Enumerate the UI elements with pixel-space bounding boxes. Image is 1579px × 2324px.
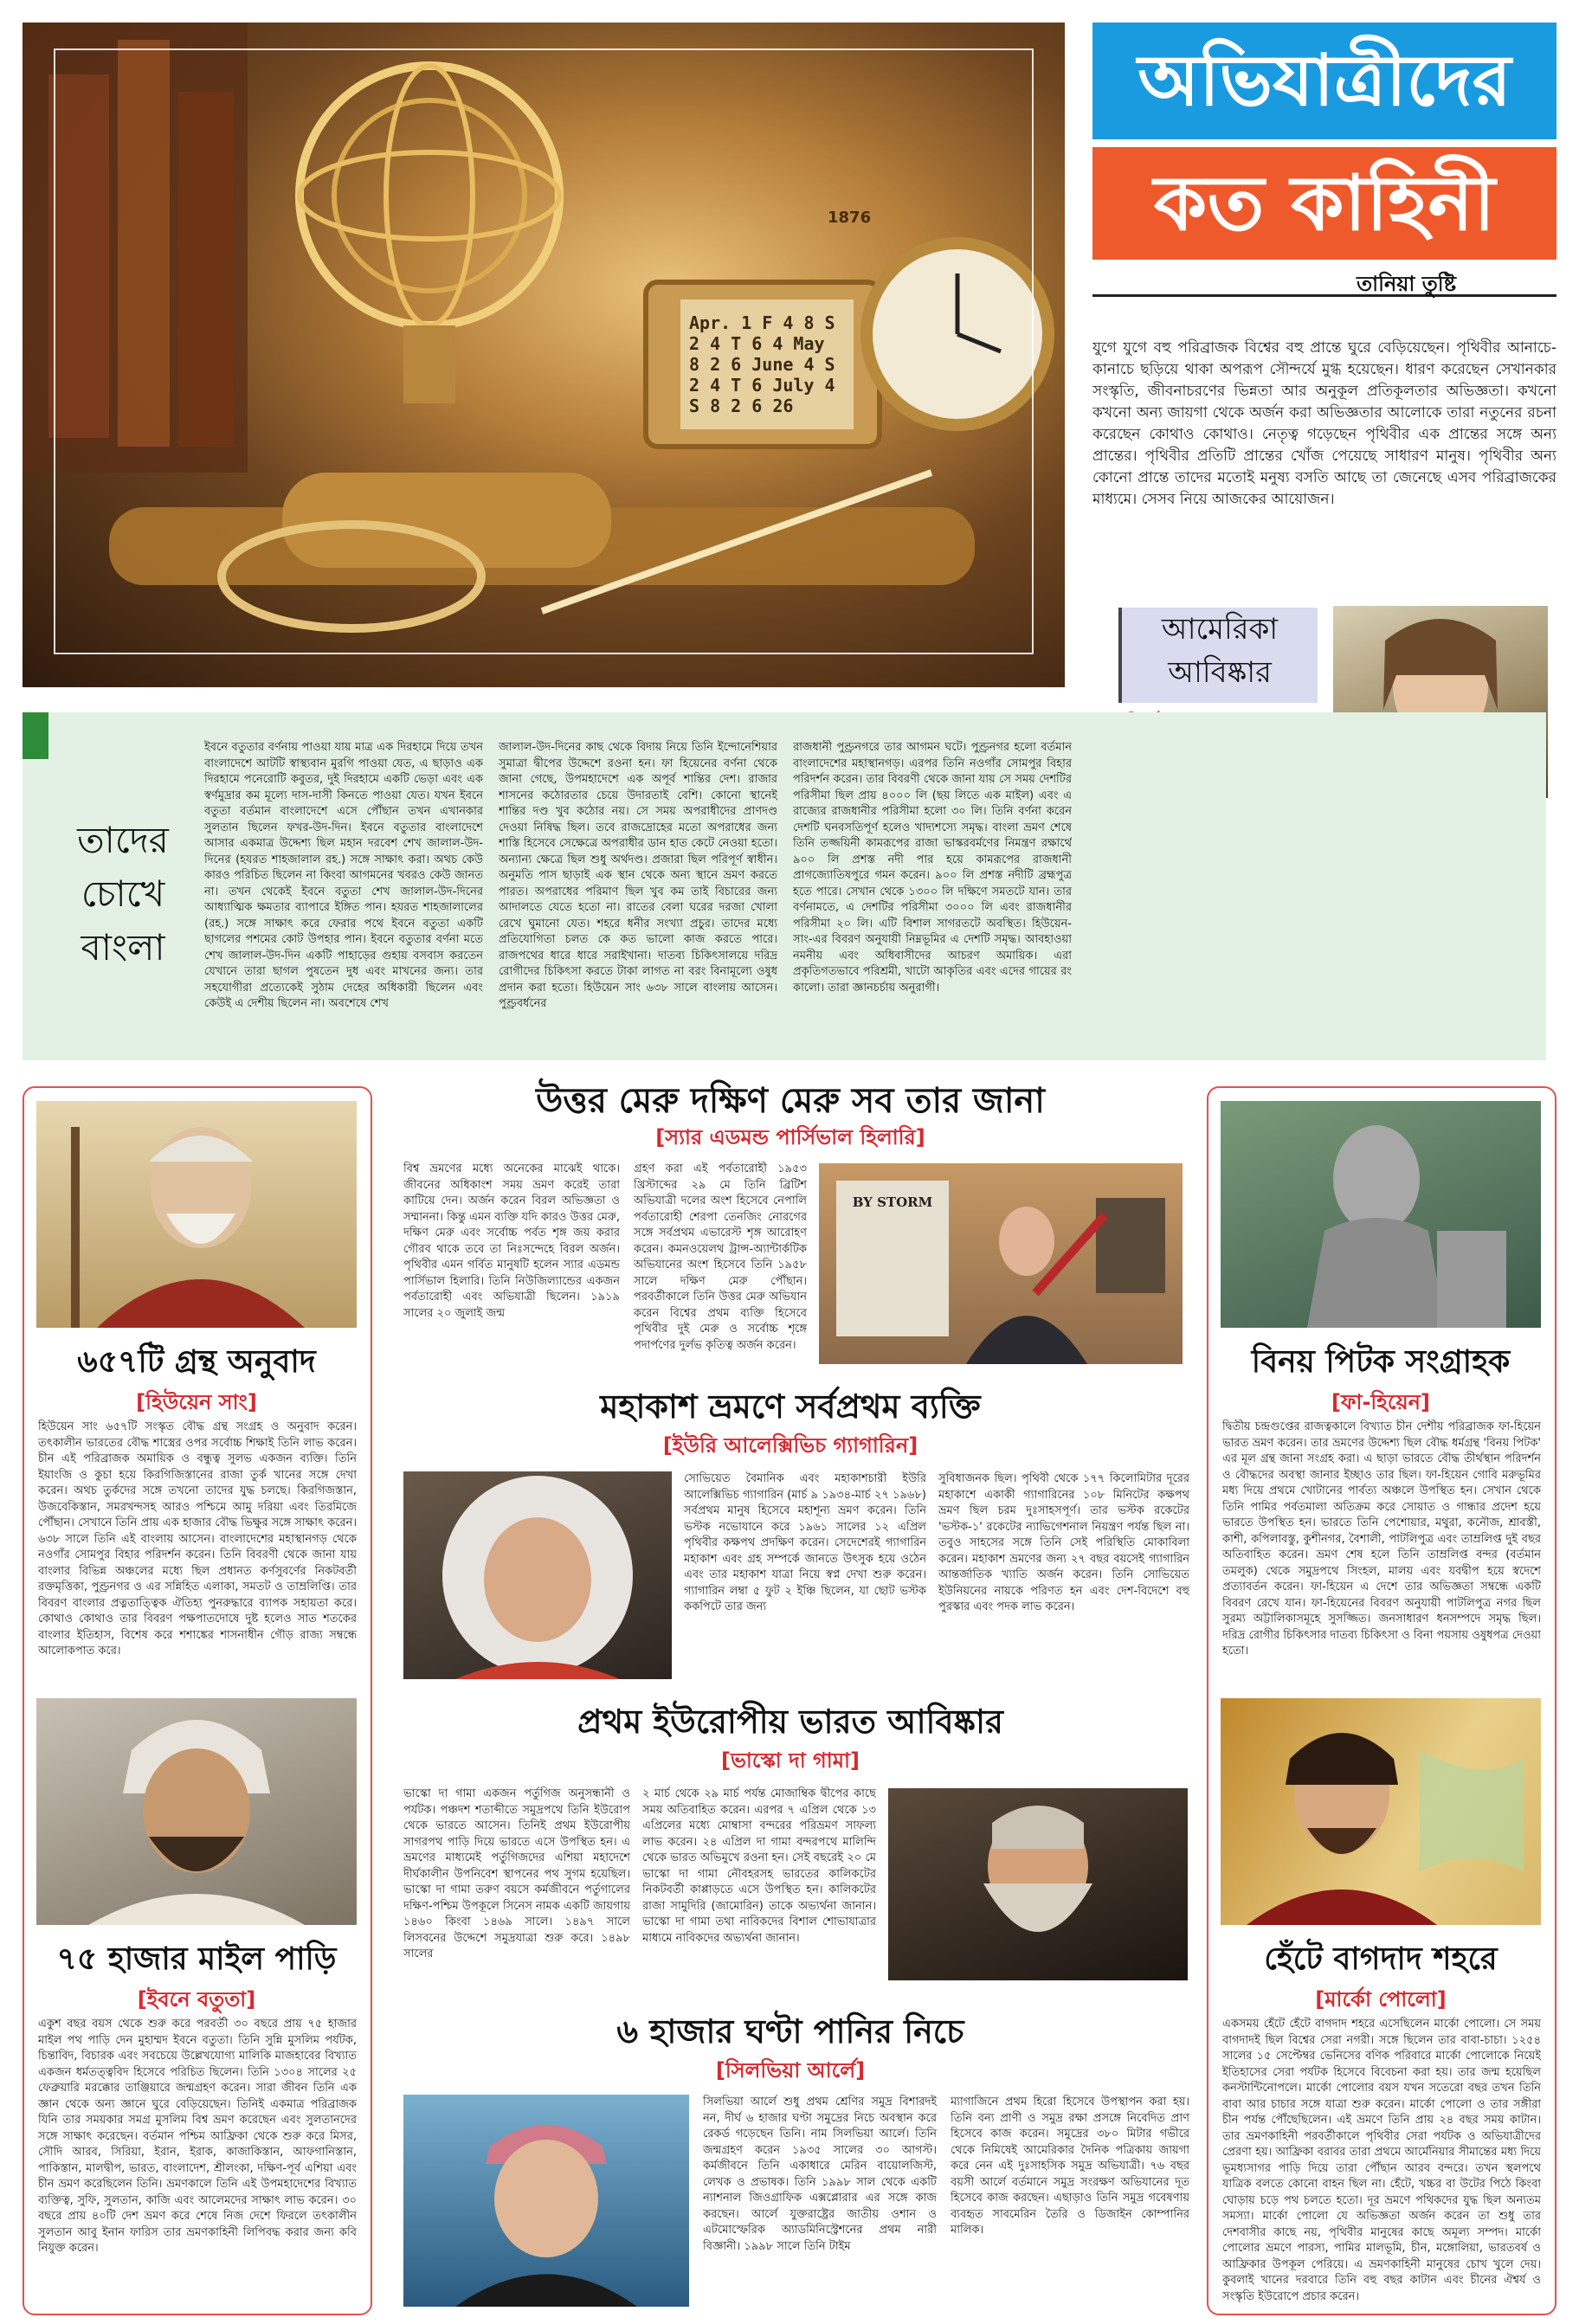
batuta-body: একুশ বছর বয়স থেকে শুরু করে পরবর্তী ৩০ বছরে প্রায় ৭৫ হাজার মাইল পথ পাড়ি দেন মুহাম্মদ ইবনে বতুতা। তিনি সুন্নি মুসলিম পর্যটক, চিন্তাবিদ, বিচারক এবং সবচেয়ে উল্লেখযোগ্য মালিকি মাজহাবের বিখ্যাত একজন ধর্মতত্ত্ববিদ হিসেবে পরিচিত ছিলেন। তিনি ১৩০৪ সালের ২৫ ফেব্রুয়ারি মরক্কোর তাঞ্জিয়ারে জন্মগ্রহণ করেন। সারা জীবন তিনি এক জ্ঞান থেকে অন্য জ্ঞানে ঘুরে বেড়িয়েছেন। তিনিই একমাত্র পরিব্রাজক যিনি তার সময়কার সমগ্র মুসলিম বিশ্ব ভ্রমণ করেছেন এবং সুলতানদের সঙ্গে সাক্ষাৎ করেছেন। বর্তমান পশ্চিম আফ্রিকা থেকে শুরু করে মিসর, সৌদি আরব, সিরিয়া, ইরান, ইরাক, কাজাকিস্তান, আফগানিস্তান, পাকিস্তান, মালদ্বীপ, ভারত, বাংলাদেশ, শ্রীলংকা, দক্ষিণ-পূর্ব এশিয়া এবং চীন ভ্রমণ করেছিলেন তিনি। ভ্রমণকালে তিনি এই উপমহাদেশের বিখ্যাত ব্যক্তিত্ব, সুফি, সুলতান, কাজি এবং আলেমদের সাক্ষাৎ লাভ করেন। ৩০ বছরে প্রায় ৪০টি দেশ ভ্রমণ করে শেষে নিজ দেশে ফিরলে তৎকালীন সুলতান আবু ইনান ফারিস তার ভ্রমণকাহিনী লিপিবদ্ধ করার জন্য কবি নিযুক্ত করেন। bbox=[38, 2018, 357, 2255]
hillary-title: উত্তর মেরু দক্ষিণ মেরু সব তার জানা bbox=[536, 1081, 1045, 1121]
gagarin-col2: সুবিধাজনক ছিল। পৃথিবী থেকে ১৭৭ কিলোমিটার দূরের মহাকাশে একাকী গ্যাগারিনের ১০৮ মিনিটের কক্ষপথ ভ্রমণ ছিল চরম দুঃসাহসপূর্ণ। তার ভস্টক রকেটের 'ভস্টক-১' রকেটের ন্যাভিগেশনাল নিয়ন্ত্রণ পর্যন্ত ছিল না। তবুও সাহসের সঙ্গে তিনি সেই পরিস্থিতি মোকাবিলা করেন। মহাকাশ ভ্রমণের জন্য ২৭ বছর বয়সেই গ্যাগারিন আন্তর্জাতিক খ্যাতি অর্জন করেন। তিনি সোভিয়েত ইউনিয়নের নায়কে পরিণত হন এবং দেশ-বিদেশে বহু পুরস্কার এবং পদক লাভ করেন। bbox=[938, 1472, 1189, 1613]
fahien-subtitle: [ফা-হিয়েন] bbox=[1331, 1390, 1430, 1414]
america-title-line1: আমেরিকা bbox=[1161, 612, 1279, 647]
hillary-photo bbox=[819, 1163, 1183, 1364]
headline-line1: অভিযাত্রীদের bbox=[1092, 23, 1556, 139]
sylvia-title: ৬ হাজার ঘণ্টা পানির নিচে bbox=[616, 2012, 964, 2050]
headline-line2: কত কাহিনী bbox=[1092, 147, 1556, 260]
gagarin-title: মহাকাশ ভ্রমণে সর্বপ্রথম ব্যক্তি bbox=[600, 1387, 981, 1426]
ibn-battuta-portrait bbox=[36, 1698, 357, 1925]
hiuen-tsang-portrait bbox=[36, 1101, 357, 1328]
vasco-da-gama-portrait bbox=[888, 1788, 1188, 1980]
marco-polo-portrait-map bbox=[1221, 1698, 1541, 1925]
bangla-col2: জালাল-উদ-দিনের কাছ থেকে বিদায় নিয়ে তিনি ইন্দোনেশিয়ার সুমাত্রা দ্বীপের উদ্দেশে রওনা হন। ফা হিয়েনের বর্ণনা থেকে জানা গেছে, উপমহাদেশে এক অপূর্ব শান্তির দেশ। রাজার শাসনের কঠোরতার চেয়ে উদারতাই বেশি। কোনো স্থানেই শান্তির দণ্ড খুব কঠোর নয়। সে সময় অপরাধীদের প্রাণদণ্ড দেওয়া নিষিদ্ধ ছিল। তবে রাজদ্রোহের মতো অপরাধের জন্য শাস্তি হিসেবে সেক্ষেত্রে অপরাধীর ডান হাত কেটে নেওয়া হতো। অন্যান্য ক্ষেত্রে ছিল শুধু অর্থদণ্ড। প্রজারা ছিল পরিপূর্ণ স্বাধীন। অনুমতি পাস ছাড়াই এক স্থান থেকে অন্য স্থানে ভ্রমণ করতে পারত। অপরাধের পরিমাণ ছিল খুব কম তাই বিচারের জন্য আদালতে যেতে হতো না। রাতের বেলা ঘরের দরজা খোলা রেখে ঘুমানো যেত। শহরে ধনীর সংখ্যা প্রচুর। তাদের মধ্যে প্রতিযোগিতা চলত কে কত ভালো কাজ করতে পারে। রাজপথের ধারে ধারে সরাইখানা। দাতব্য চিকিৎসালয়ে দরিদ্র রোগীদের চিকিৎসা করতে টাকা লাগত না বরং বিনামূল্যে ওষুধ প্রদান করা হতো। হিউয়েন সাং ৬৩৮ সালে বাংলায় আসেন। পুণ্ড্রবর্ধনের bbox=[499, 741, 777, 1010]
america-title-box bbox=[1118, 608, 1318, 703]
hillary-col2: গ্রহণ করা এই পর্বতারোহী ১৯৫৩ খ্রিস্টাব্দের ২৯ মে তিনি ব্রিটিশ অভিযাত্রী দলের অংশ হিসেবে নেপালি পর্বতারোহী শেরপা তেনজিং নোরগের সঙ্গে সর্বপ্রথম এভারেস্ট শৃঙ্গ আরোহণ করেন। কমনওয়েলথ ট্রান্স-অ্যান্টার্কটিক অভিযানের অংশ হিসেবে তিনি ১৯৫৮ সালে দক্ষিণ মেরু পৌঁছান। পরবর্তীকালে তিনি উত্তর মেরু অভিযান করেন বিশ্বের প্রথম ব্যক্তি হিসেবে পৃথিবীর দুই মেরু ও সর্বোচ্চ শৃঙ্গে পদার্পণের দুর্লভ কৃতিত্ব অর্জন করেন। bbox=[634, 1162, 807, 1352]
sylvia-subtitle: [সিলভিয়া আর্লে] bbox=[715, 2058, 866, 2083]
bangla-col1: ইবনে বতুতার বর্ণনায় পাওয়া যায় মাত্র এক দিরহামে দিয়ে তখন বাংলাদেশে আটটি স্বাস্থ্যবান মুরগি পাওয়া যেত, এ ছাড়াও এক দিরহামে পনেরোটি কবুতর, দুই দিরহামে একটি ভেড়া এবং এক স্বর্ণমুদ্রার কম মূল্যে দাস-দাসী কিনতে পাওয়া যেত। যখন ইবনে বতুতা বর্তমান বাংলাদেশে এসে পৌঁছান তখন এখানকার সুলতান ছিলেন ফখর-উদ-দিন। ইবনে বতুতার বাংলাদেশে আসার একমাত্র উদ্দেশ্য ছিল মহান দরবেশ শেখ জালাল-উদ-দিনের (হযরত শাহজালাল রহ.) সঙ্গে সাক্ষাৎ করা। অথচ কেউ কারও পরিচিত ছিলেন না কিংবা আগমনের খবরও কেউ জানত না। তখন থেকেই ইবনে বতুতা শেখ জালাল-উদ-দিনের আধ্যাত্মিক ক্ষমতার ব্যাপারে ইঙ্গিত পান। হযরত শাহজালালের (রহ.) সঙ্গে সাক্ষাৎ করে ফেরার পথে ইবনে বতুতা একটি ছাগলের পশমের কোট উপহার পান। ইবনে বতুতার বর্ণনা মতে শেখ জালাল-উদ-দিন একটি পাহাড়ের গুহায় বসবাস করতেন যেখানে তারা ছাগল পুষতেন দুধ এবং মাখনের জন্য। তার সহযোগীরা প্রত্যেকেই সুঠাম দেহের অধিকারী ছিলেন এবং কেউই এ দেশীয় ছিলেন না। অবশেষে শেখ bbox=[204, 741, 483, 1010]
sylvia-earle-photo bbox=[403, 2095, 689, 2307]
author-byline: তানিয়া তুষ্টি bbox=[1357, 272, 1456, 296]
almanac-plate-text: Apr. 1 F 4 8 S 2 4 T 6 4 May 8 2 6 June 4 S 2 4 T 6 July 4 S 8 2 6 26 bbox=[689, 312, 835, 416]
hiuen-subtitle: [হিউয়েন সাং] bbox=[136, 1390, 257, 1414]
polo-title: হেঁটে বাগদাদ শহরে bbox=[1264, 1941, 1498, 1977]
bangla-title-line3: বাংলা bbox=[81, 926, 165, 969]
bangla-accent-bar bbox=[23, 712, 48, 759]
intro-paragraph: যুগে যুগে বহু পরিব্রাজক বিশ্বের বহু প্রান্তে ঘুরে বেড়িয়েছেন। পৃথিবীর আনাচে-কানাচে ছড়িয়ে থাকা অপরূপ সৌন্দর্যে মুগ্ধ হয়েছেন। ধারণ করেছেন সেখানকার সংস্কৃতি, জীবনাচরণের ভিন্নতা আর অনুকূল প্রতিকূলতার অভিজ্ঞতা। কখনো কখনো অন্য জায়গা থেকে অর্জন করা অভিজ্ঞতার আলোকে তারা নতুনের রচনা করেছেন কোথাও কোথাও। নেতৃত্ব গড়েছেন পৃথিবীর এক প্রান্তের সঙ্গে অন্য প্রান্তের। পৃথিবীর প্রতিটি প্রান্তের খোঁজ পেয়েছে সাধারণ মানুষ। পৃথিবীর অন্য কোনো প্রান্তে তাদের মতোই মনুষ্য বসতি আছে তা জেনেছে এসব পরিব্রাজকের মাধ্যমে। সেসব নিয়ে আজকের আয়োজন। bbox=[1092, 339, 1556, 508]
hero-photo-antique-instruments bbox=[23, 23, 1065, 687]
gagarin-col1: সোভিয়েত বৈমানিক এবং মহাকাশচারী ইউরি আলেক্সিভিচ গ্যাগারিন (মার্চ ৯ ১৯৩৪-মার্চ ২৭ ১৯৬৮) সর্বপ্রথম মানুষ হিসেবে মহাশূন্য ভ্রমণ করেন। তিনি ভস্টক নভোযানে করে ১৯৬১ সালের ১২ এপ্রিল পৃথিবীর কক্ষপথ প্রদক্ষিণ করেন। সেদেশেরই গ্যাগারিন মহাকাশ এবং গ্রহ সম্পর্কে জানতে উৎসুক হয়ে ওঠেন এবং তার মহাকাশ যাত্রা নিয়ে স্বপ্ন দেখা শুরু করেন। গ্যাগারিন লম্বা ৫ ফুট ২ ইঞ্চি ছিলেন, যা ছোট ভস্টক ককপিটে তার জন্য bbox=[684, 1472, 926, 1613]
gama-title: প্রথম ইউরোপীয় ভারত আবিষ্কার bbox=[577, 1703, 1003, 1741]
hiuen-title: ৬৫৭টি গ্রন্থ অনুবাদ bbox=[77, 1344, 316, 1380]
gagarin-subtitle: [ইউরি আলেক্সিভিচ গ্যাগারিন] bbox=[662, 1433, 918, 1458]
hillary-poster-text: BY STORM bbox=[852, 1194, 933, 1210]
hillary-subtitle: [স্যার এডমন্ড পার্সিভাল হিলারি] bbox=[655, 1125, 925, 1149]
batuta-subtitle: [ইবনে বতুতা] bbox=[137, 1987, 256, 2012]
sylvia-col1: সিলভিয়া আর্লে শুধু প্রথম শ্রেণির সমুদ্র বিশারদই নন, দীর্ঘ ৬ হাজার ঘণ্টা সমুদ্রের নিচে অবস্থান করে রেকর্ড গড়েছেন তিনি। নাম সিলভিয়া আর্লে। তিনি জন্মগ্রহণ করেন ১৯৩৫ সালের ৩০ আগস্ট। কর্মজীবনে তিনি একাধারে মেরিন বায়োলজিস্ট, লেখক ও প্রভাষক। তিনি ১৯৯৮ সাল থেকে একটি ন্যাশনাল জিওগ্রাফিক এক্সপ্লোরার এর সঙ্গে কাজ করছেন। আর্লে যুক্তরাষ্ট্রের জাতীয় ওশান ও এটমোস্ফেরিক অ্যাডমিনিস্ট্রেশনের প্রথম নারী বিজ্ঞানী। ১৯৯৮ সালে তিনি টাইম bbox=[703, 2095, 937, 2253]
hero-badge-year: 1876 bbox=[828, 209, 872, 227]
polo-body: একসময় হেঁটে হেঁটে বাগদাদ শহরে এসেছিলেন মার্কো পোলো। সে সময় বাগদাদই ছিল বিশ্বের সেরা নগরী। সঙ্গে ছিলেন তার বাবা-চাচা। ১২৫৪ সালের ১৫ সেপ্টেম্বর ভেনিসের বণিক পরিবারে মার্কো পোলোকে নিয়েই ইতিহাসের সেরা পর্যটক হিসেবে বিবেচনা করা হয়। তার জন্ম হয়েছিল কনস্টান্টিনোপলে। মার্কো পোলোর বয়স যখন সতেরো বছর তখন তিনি বাবা আর চাচার সঙ্গে যাত্রা শুরু করেন। মার্কো পোলো ও তার সঙ্গীরা চীন পর্যন্ত পৌঁছেছিলেন। এই ভ্রমণে তিনি প্রায় ২৪ বছর সময় কাটান। তার ভ্রমণকাহিনী পরবর্তীকালে পৃথিবীর সেরা পর্যটক ও অভিযাত্রীদের প্রেরণা হয়। আফ্রিকা বরাবর তারা প্রথমে আর্মেনিয়ার সীমান্তের মধ্য দিয়ে ভূমধ্যসাগর পাড়ি দিয়ে তারা পৌঁছান আরব বন্দরে। তখন স্থলপথে যাত্রিক বলতে কোনো বাহন ছিল না। হেঁটে, খচ্চর বা উটের পিঠে কিংবা ঘোড়ায় চড়ে পথ চলতে হতো। দূর ভ্রমণে পথিকদের যুদ্ধ ছিল অন্যতম সমস্যা। মার্কো পোলো যে অভিজ্ঞতা অর্জন করেন তা শুধু তার দেশবাসীর কাছে নয়, পৃথিবীর মানুষের কাছে অমূল্য সম্পদ। মার্কো পোলোর ভ্রমণে পারস্য, পামির মালভূমি, চীন, মঙ্গোলিয়া, ভারতবর্ষ ও আফ্রিকার উপকূল পেরিয়ে। এ ভ্রমণকাহিনী মানুষের চোখ খুলে দেয়। কুবলাই খানের দরবারে তিনি বহু বছর কাটান এবং চীনের ঐশ্বর্য ও সংস্কৃতি ইউরোপে প্রচার করেন। bbox=[1222, 2018, 1541, 2302]
bangla-col3: রাজধানী পুণ্ড্রনগরে তার আগমন ঘটে। পুণ্ড্রনগর হলো বর্তমান বাংলাদেশের মহাস্থানগড়। এরপর তিনি নওগাঁর সোমপুর বিহার পরিদর্শন করেন। তার বিবরণী থেকে জানা যায় সে সময় দেশটির পরিসীমা ছিল প্রায় ৪০০০ লি (ছয় লিতে এক মাইল) এবং এ রাজ্যের রাজধানীর পরিসীমা হলো ৩০ লি। তিনি বর্ণনা করেন দেশটি ঘনবসতিপূর্ণ হলেও খাদ্যশস্যে সমৃদ্ধ। বাংলা ভ্রমণ শেষে তিনি তজ্জয়িনী কামরূপের রাজা ভাস্করবর্মণের নিমন্ত্রণ রক্ষার্থে ৯০০ লি প্রশস্ত নদী পার হয়ে কামরূপের রাজধানী প্রাগজ্যোতিষপুরে গমন করেন। ৯০০ লি প্রশস্ত নদীটি ব্রহ্মপুত্র হতে পারে। সেখান থেকে ১৩০০ লি দক্ষিণে সমতটে যান। তার বর্ণনামতে, এ দেশটির পরিসীমা ৩০০০ লি এবং রাজধানীর পরিসীমা ২০ লি। এটি বিশাল সাগরতটে অবস্থিত। হিউয়েন-সাং-এর বিবরণ অনুযায়ী নিম্নভূমির এ দেশটি সমৃদ্ধ। আবহাওয়া নমনীয় এবং অধিবাসীদের আচরণ অমায়িক। এরা প্রকৃতিগতভাবে পরিশ্রমী, খাটো আকৃতির এবং এদের গায়ের রং কালো। তারা জ্ঞানচর্চায় অনুরাগী। bbox=[793, 741, 1072, 995]
bangla-title-line1: তাদের bbox=[77, 819, 169, 861]
hero-frame-line bbox=[54, 48, 1034, 654]
bangla-title bbox=[54, 814, 192, 975]
america-title-line2: আবিষ্কার bbox=[1168, 655, 1272, 690]
hiuen-body: হিউয়েন সাং ৬৫৭টি সংস্কৃত বৌদ্ধ গ্রন্থ সংগ্রহ ও অনুবাদ করেন। তৎকালীন ভারতের বৌদ্ধ শাস্ত্রের ওপর সর্বোচ্চ শিক্ষাই তিনি লাভ করেন। চীন এই পরিব্রাজক অমায়িক ও বন্ধুত্ব সুলভ একজন ব্যক্তি। তিনি ইয়াংজি ও কুচা হয়ে কিরগিজিস্তানের রাজা তুর্ক খানের সঙ্গে দেখা করেন। অথচ তুর্কদের সঙ্গে তখনো তাদের যুদ্ধ চলছে। কিরগিজস্তান, উজবেকিস্তান, সমরখন্দসহ আরও পশ্চিমে আমু দরিয়া এবং তিরমিজে পৌঁছান। সেখানে তিনি প্রায় এক হাজার বৌদ্ধ ভিক্ষুর সঙ্গে সাক্ষাৎ করেন। ৬৩৮ সালে তিনি এই বাংলায় আসেন। বাংলাদেশের মহাস্থানগড় থেকে নওগাঁর সোমপুর বিহার পরিদর্শন করেন। তিনি বিবরণী থেকে জানা যায় বাংলার বিভিন্ন অঞ্চলের মধ্যে ছিল প্রধানত কর্ণসুবর্ণের নিকটবর্তী রক্তমৃত্তিকা, পুণ্ড্রনগর ও এর সন্নিহিত এলাকা, সমতট ও তাম্রলিপ্তি। তার বিবরণ বাংলার প্রত্নতাত্ত্বিক ঐতিহ্য পুনরুদ্ধারে ব্যাপক সহায়তা করে। কোথাও কোথাও তার বিবরণ পক্ষপাতদোষে দুষ্ট হলেও সাত শতকের বাংলার ইতিহাস, বিশেষ করে শশাঙ্কের শাসনাধীন গৌড় রাজ্য সম্বন্ধে আলোকপাত করে। bbox=[38, 1420, 357, 1658]
gama-subtitle: [ভাস্কো দা গামা] bbox=[721, 1748, 860, 1773]
hillary-col1: বিশ্ব ভ্রমণের মধ্যে অনেকের মাঝেই থাকে। জীবনের অধিকাংশ সময় ভ্রমণ করেই তারা কাটিয়ে দেন। অর্জন করেন বিরল অভিজ্ঞতা ও সম্মাননা। কিন্তু এমন ব্যক্তি যদি কারও উত্তর মেরু, দক্ষিণ মেরু এবং সর্বোচ্চ পর্বত শৃঙ্গ জয় করার গৌরব থাকে তবে তা নিঃসন্দেহে বিরল অর্জন। পৃথিবীর এমন গর্বিত মানুষটি হলেন স্যার এডমন্ড পার্সিভাল হিলারি। তিনি নিউজিল্যান্ডের একজন পর্বতারোহী এবং অভিযাত্রী ছিলেন। ১৯১৯ সালের ২০ জুলাই জন্ম bbox=[403, 1162, 620, 1320]
fahien-title: বিনয় পিটক সংগ্রাহক bbox=[1251, 1344, 1511, 1380]
fa-hien-statue-photo bbox=[1221, 1101, 1541, 1328]
batuta-title: ৭৫ হাজার মাইল পাড়ি bbox=[56, 1941, 337, 1977]
sylvia-col2: ম্যাগাজিনে প্রথম হিরো হিসেবে উপস্থাপন করা হয়। তিনি বন্য প্রাণী ও সমুদ্র রক্ষা প্রসঙ্গে নিবেদিত প্রাণ হিসেবে কাজ করেন। সমুদ্রের ৩৮০ মিটার গভীরে থেকে নিমিষেই আমেরিকার দৈনিক পত্রিকায় জায়গা করে নেন এই দুঃসাহসিক সমুদ্র অভিযাত্রী। ৭৬ বছর বয়সী আর্লে বর্তমানে সমুদ্র সংরক্ষণ অভিযানের দূত হিসেবে কাজ করছেন। এছাড়াও তিনি সমুদ্র গবেষণায় ব্যবহৃত সাবমেরিন তৈরি ও ডিজাইন কোম্পানির মালিক। bbox=[951, 2095, 1189, 2237]
gama-col2: ২ মার্চ থেকে ২৯ মার্চ পর্যন্ত মোজাম্বিক দ্বীপের কাছে সময় অতিবাহিত করেন। এরপর ৭ এপ্রিল থেকে ১৩ এপ্রিলের মধ্যে মোম্বাসা বন্দরের পরিভ্রমণ সাফল্য লাভ করেন। ২৪ এপ্রিল দা গামা বন্দরপথে মালিন্দি থেকে ভারত অভিমুখে রওনা হন। সেই বছরেই ২০ মে ভাস্কো দা গামা নৌবহরসহ ভারতের কালিকটের নিকটবর্তী কাপ্পাড়তে এসে উপস্থিত হন। কালিকটের রাজা সামুদিরি (জামোরিন) তাকে অভ্যর্থনা জানান। ভাস্কো দা গামা তথা নাবিকদের বিশাল শোভাযাত্রার মাধ্যমে নাবিকদের অভ্যর্থনা জানান। bbox=[642, 1787, 876, 1945]
fahien-body: দ্বিতীয় চন্দ্রগুপ্তের রাজত্বকালে বিখ্যাত চীন দেশীয় পরিব্রাজক ফা-হিয়েন ভারত ভ্রমণ করেন। তার ভ্রমণের উদ্দেশ্য ছিল বৌদ্ধ ধর্মগ্রন্থ 'বিনয় পিটক' এর মূল গ্রন্থ জানা সংগ্রহ করা। এ ছাড়া ভারতে বৌদ্ধ তীর্থস্থান পরিদর্শন ও বৌদ্ধদের অবস্থা জানার ইচ্ছাও তার ছিল। ফা-হিয়েন গোবি মরুভূমির মধ্য দিয়ে প্রথমে খোটানের পার্বত্য অঞ্চলে উপস্থিত হন। সেখান থেকে তিনি পামির পর্বতমালা অতিক্রম করে সোয়াত ও গান্ধার প্রদেশ হয়ে ভারতে উপস্থিত হন। ভারতে তিনি পেশোয়ার, মথুরা, কনৌজ, শ্রাবস্তী, কাশী, কপিলাবস্তু, কুশীনগর, বৈশালী, পাটলিপুত্র এবং তাম্রলিপ্ত দুই বছর অতিবাহিত করেন। ভ্রমণ শেষ হলে তিনি তাম্রলিপ্ত বন্দর (বর্তমান তমলুক) থেকে সমুদ্রপথে সিংহল, মালয় এবং যবদ্বীপ হয়ে স্বদেশে প্রত্যাবর্তন করেন। ফা-হিয়েন এ দেশে তার অভিজ্ঞতা সম্বন্ধে একটি বিবরণ রেখে যান। ফা-হিয়েনের বিবরণ অনুযায়ী পাটলিপুত্র নগর ছিল সুরম্য অট্টালিকাসমূহে সুসজ্জিত। জনসাধারণ ধনসম্পদে সমৃদ্ধ ছিল। দরিদ্র রোগীর চিকিৎসার দাতব্য চিকিৎসা ও বিনা পয়সায় ওষুধপত্র দেওয়া হতো। bbox=[1222, 1420, 1541, 1658]
polo-subtitle: [মার্কো পোলো] bbox=[1315, 1987, 1447, 2012]
bangla-title-line2: চোখে bbox=[81, 872, 165, 915]
gama-col1: ভাস্কো দা গামা একজন পর্তুগিজ অনুসন্ধানী ও পর্যটক। পঞ্চদশ শতাব্দীতে সমুদ্রপথে তিনি ইউরোপ থেকে ভারতে আসেন। তিনিই প্রথম ইউরোপীয় সাগরপথ পাড়ি দিয়ে ভারতে এসে উপস্থিত হন। এ ভ্রমণের মাধ্যমেই পর্তুগিজদের এশিয়া মহাদেশে দীর্ঘকালীন উপনিবেশ স্থাপনের পথ সুগম হয়েছিল। ভাস্কো দা গামা তরুণ বয়সে কর্মজীবনে পর্তুগালের দক্ষিণ-পশ্চিম উপকূলে সিনেস নামক একটি জায়গায় ১৪৬০ কিংবা ১৪৬৯ সালে। ১৪৯৭ সালে লিসবনের উদ্দেশে সমুদ্রযাত্রা শুরু করে। ১৪৯৮ সালের bbox=[403, 1787, 630, 1960]
gagarin-photo bbox=[403, 1471, 672, 1679]
